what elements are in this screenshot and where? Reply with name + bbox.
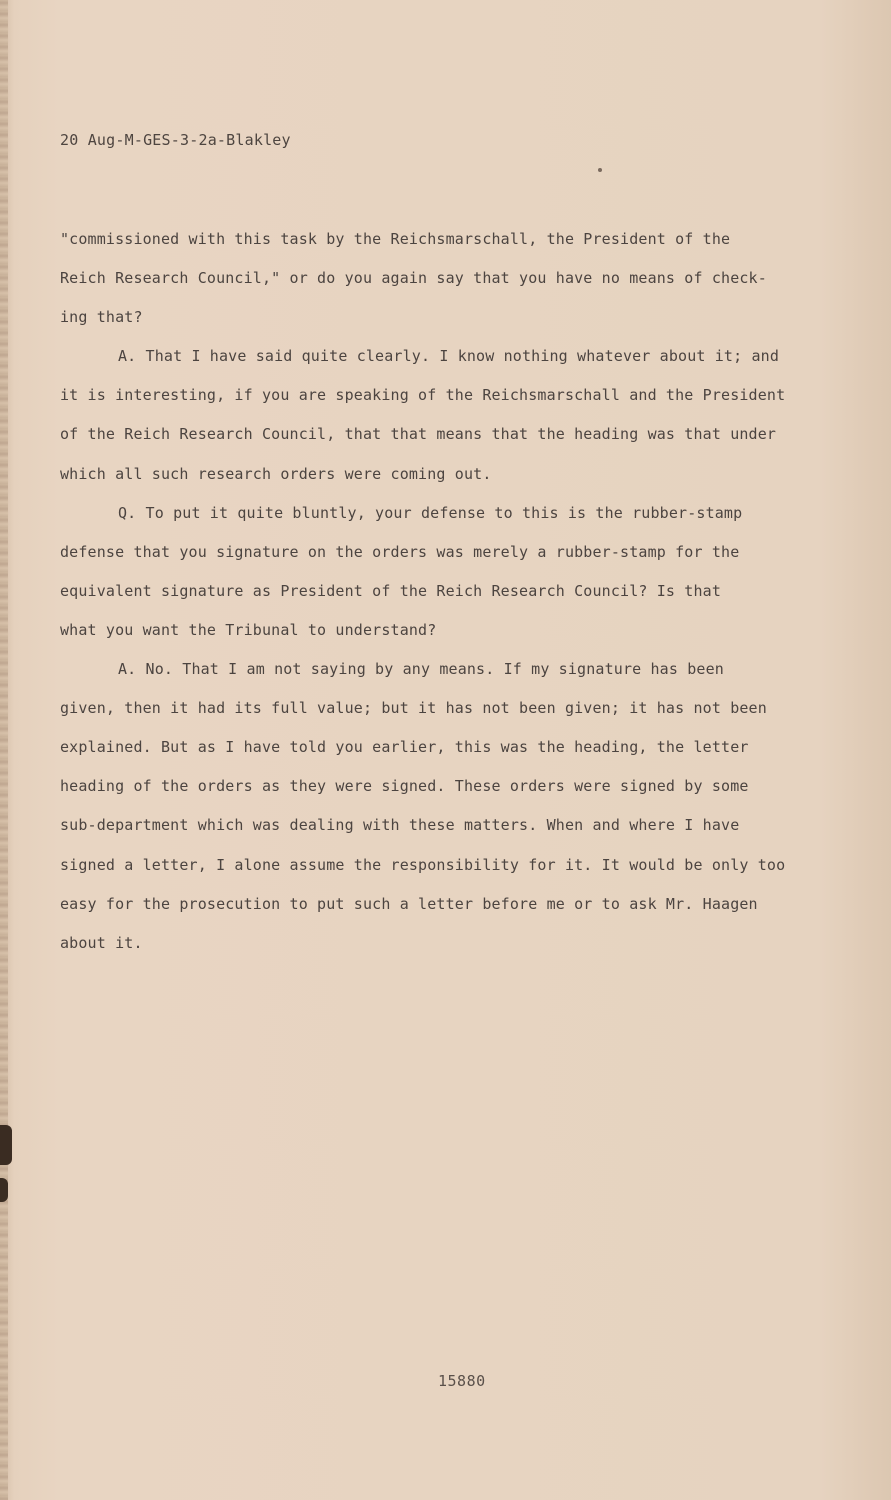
document-reference: 20 Aug-M-GES-3-2a-Blakley: [60, 131, 291, 149]
transcript-line: of the Reich Research Council, that that means that the heading was that under: [60, 425, 777, 444]
transcript-line: equivalent signature as President of the Reich Research Council? Is that: [60, 581, 722, 600]
transcript-line: sub-department which was dealing with these matters. When and where I have: [60, 816, 740, 835]
torn-edge-mark: [0, 1178, 8, 1202]
paper-speck: [598, 168, 602, 172]
transcript-line: signed a letter, I alone assume the responsibility for it. It would be only too: [60, 855, 786, 874]
transcript-line: defense that you signature on the orders was merely a rubber-stamp for the: [60, 542, 740, 561]
transcript-line: what you want the Tribunal to understand?: [60, 620, 437, 639]
transcript-line: A. No. That I am not saying by any means. If my signature has been: [118, 660, 724, 679]
transcript-line: "commissioned with this task by the Reichsmarschall, the President of the: [60, 230, 731, 248]
transcript-line: Reich Research Council," or do you again say that you have no means of check-: [60, 269, 767, 288]
transcript-body: [60, 226, 840, 969]
page-number: 15880: [438, 1372, 486, 1390]
transcript-line: about it.: [60, 933, 143, 952]
transcript-line: given, then it had its full value; but it has not been given; it has not been: [60, 699, 767, 718]
transcript-line: which all such research orders were coming out.: [60, 464, 492, 483]
transcript-line: it is interesting, if you are speaking of the Reichsmarschall and the President: [60, 386, 786, 405]
transcript-line: explained. But as I have told you earlier, this was the heading, the letter: [60, 738, 749, 757]
transcript-line: easy for the prosecution to put such a letter before me or to ask Mr. Haagen: [60, 894, 758, 913]
transcript-line: A. That I have said quite clearly. I know nothing whatever about it; and: [118, 347, 780, 366]
transcript-line: Q. To put it quite bluntly, your defense to this is the rubber-stamp: [118, 503, 743, 522]
transcript-line: ing that?: [60, 308, 143, 327]
transcript-line: heading of the orders as they were signed. These orders were signed by some: [60, 777, 749, 796]
torn-edge-mark: [0, 1125, 12, 1165]
